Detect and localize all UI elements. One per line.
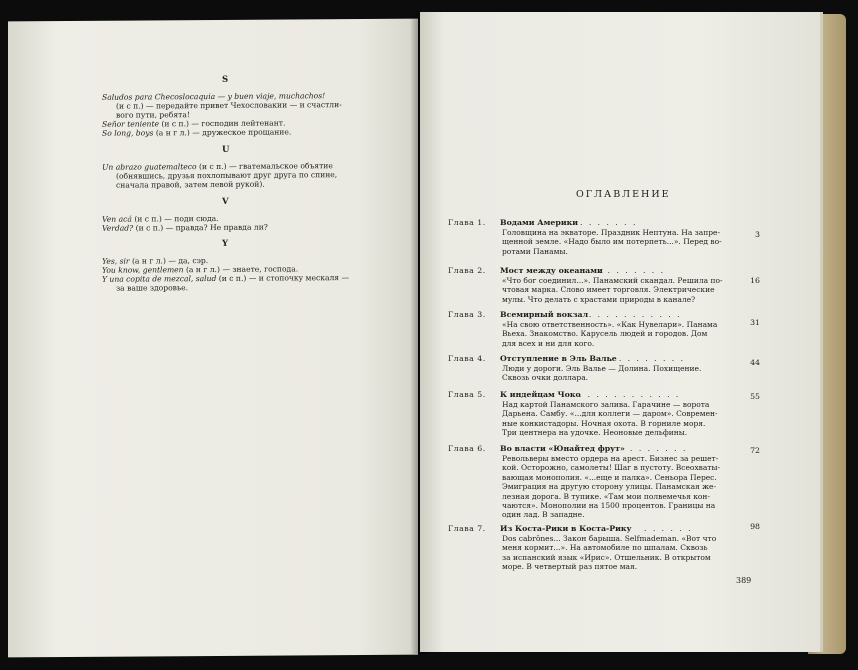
description-line: Вьеха. Знакомство. Карусель людей и городов. Дом [502, 329, 708, 339]
translation: за ваше здоровье. [116, 283, 188, 293]
chapter-label: Глава 5. [448, 390, 486, 399]
description-line: «На свою ответственность». «Как Нувелари». Панама [502, 320, 718, 329]
chapter-title: К индейцам Чоко [500, 390, 581, 399]
foreign-phrase: Ven acá [102, 214, 132, 224]
chapter-description [502, 534, 752, 572]
chapter-page-number: 3 [755, 230, 760, 239]
chapter-title: Отступление в Эль Валье [500, 354, 617, 363]
description-line: вающая монополия. «...еще и палка». Сеньора Перес. [502, 472, 717, 482]
chapter-label: Глава 7. [448, 524, 486, 533]
translation: (а н г л.) — дружеское прощание. [155, 127, 292, 138]
chapter-page-number: 55 [750, 392, 760, 401]
description-line: Сквозь очки доллара. [502, 373, 589, 383]
chapter-label: Глава 2. [448, 266, 486, 275]
description-line: Дарьена. Самбу. «...для коллеги — даром». Современ- [502, 409, 718, 419]
chapter-title: Всемирный вокзал [500, 310, 589, 319]
description-line: Dos cabrônes... Закон барыша. Selfmademan. «Вот что [502, 534, 717, 543]
translation: (и с п.) — правда? Не правда ли? [135, 222, 268, 233]
description-line: «Что бог соединил...». Панамский скандал. Решила по- [502, 276, 723, 285]
description-line: Головщина на экваторе. Праздник Нептуна. На запре- [502, 228, 721, 237]
description-line: мулы. Что делать с храстами природы в канале? [502, 294, 696, 304]
translation: вого пути, ребята! [116, 110, 190, 120]
glossary-entry [102, 126, 452, 138]
description-line: Над картой Панамского залива. Гарачине — ворота [502, 400, 710, 409]
chapter-description [502, 454, 752, 520]
foreign-phrase: Señor teniente [102, 119, 159, 129]
chapter-title: Во власти «Юнайтед фрут» [500, 444, 625, 453]
foreign-phrase: Saludos para Checoslocaquia — y buen viaje, muchachos! [102, 91, 326, 102]
section-letter-u: U [222, 144, 230, 155]
chapter-description [502, 364, 752, 383]
translation: (и с п.) — передайте привет Чехословакии — и счастли- [116, 100, 342, 111]
foreign-phrase: So long, boys [102, 128, 154, 138]
description-line: чаются». Монополии на 1500 процентов. Границы на [502, 501, 716, 511]
chapter-description [502, 320, 752, 348]
translation: (обнявшись, друзья похлопывают друг друга по спине, [116, 170, 338, 181]
description-line: за испанский язык «Ирис». Отшельник. В открытом [502, 552, 711, 562]
leader-dots: . . . . . . . . . [590, 266, 666, 275]
description-line: ротами Панамы. [502, 246, 568, 256]
chapter-title: Из Коста-Рики в Коста-Рику [500, 524, 632, 533]
chapter-page-number: 44 [750, 358, 760, 367]
description-line: меня кормит...». На автомобиле по шпалам. Сквозь [502, 543, 708, 553]
description-line: щенной земле. «Надо было им потерпеть...». Перед во- [502, 237, 722, 247]
description-line: кой. Осторожно, самолеты! Шаг в пустоту. Всеохваты- [502, 463, 721, 473]
description-line: Эмиграция на другую сторону улицы. Панамская же- [502, 482, 717, 492]
description-line: один лад. В западне. [502, 510, 585, 520]
chapter-label: Глава 6. [448, 444, 486, 453]
foreign-phrase: Un abrazo guatemalteco [102, 162, 197, 172]
leader-dots: . . . . . . . . . . . . . [570, 390, 681, 399]
page-number: 389 [736, 576, 752, 585]
toc-title: ОГЛАВЛЕНИЕ [576, 189, 671, 200]
foreign-phrase: Verdad? [102, 223, 134, 233]
description-line: ные конкистадоры. Ночная охота. В горниле моря. [502, 418, 706, 428]
chapter-page-number: 16 [750, 276, 760, 285]
chapter-page-number: 31 [750, 318, 760, 327]
foreign-phrase: You know, gentlemen [102, 265, 184, 275]
leader-dots: . . . . . . . [580, 218, 638, 227]
chapter-label: Глава 1. [448, 218, 486, 227]
leader-dots: . . . . . . . . . [610, 354, 686, 363]
leader-dots: . . . . . . [644, 524, 693, 533]
translation: (и с п.) — поди сюда. [134, 213, 219, 224]
translation: сначала правой, затем левой рукой). [116, 179, 265, 190]
leader-dots: . . . . . . . . . . . . [580, 310, 682, 319]
description-line: чтовая марка. Слово имеет торговля. Электрические [502, 285, 715, 295]
description-line: Револьверы вместо ордера на арест. Бизнес за решет- [502, 454, 719, 463]
chapter-page-number: 72 [750, 446, 760, 455]
translation: (и с п.) — и стопочку мескаля — [218, 273, 350, 283]
description-line: лезная дорога. В тупике. «Там мои полвемечья кон- [502, 491, 710, 501]
leader-dots: . . . . . . . [630, 444, 688, 453]
chapter-description [502, 400, 752, 438]
foreign-phrase: Yes, sir [102, 256, 130, 266]
section-letter-y: Y [222, 238, 229, 249]
left-page [8, 19, 418, 658]
chapter-title: Водами Америки [500, 218, 579, 227]
translation: (а н г л.) — знаете, господа. [185, 264, 299, 275]
chapter-label: Глава 3. [448, 310, 486, 319]
chapter-description [502, 276, 752, 304]
description-line: для всех и ни для кого. [502, 338, 595, 348]
chapter-label: Глава 4. [448, 354, 486, 363]
translation: (и с п.) — гватемальское объятие [199, 161, 333, 172]
chapter-description [502, 228, 752, 256]
chapter-title: Мост между океанами [500, 266, 603, 275]
translation: (а н г л.) — да, сэр. [131, 256, 209, 266]
description-line: море. В четвертый раз пятое мая. [502, 562, 638, 572]
translation: (и с п.) — господин лейтенант. [161, 118, 286, 129]
foreign-phrase: Y una copita de mezcal, salud [102, 273, 217, 284]
glossary-entry [102, 221, 452, 233]
description-line: Три центнера на удочке. Неоновые дельфины. [502, 428, 688, 438]
section-letter-v: V [222, 196, 229, 207]
right-page [420, 12, 823, 652]
description-line: Люди у дороги. Эль Валье — Долина. Похищение. [502, 364, 702, 373]
section-letter-s: S [222, 74, 229, 85]
chapter-page-number: 98 [750, 522, 760, 531]
